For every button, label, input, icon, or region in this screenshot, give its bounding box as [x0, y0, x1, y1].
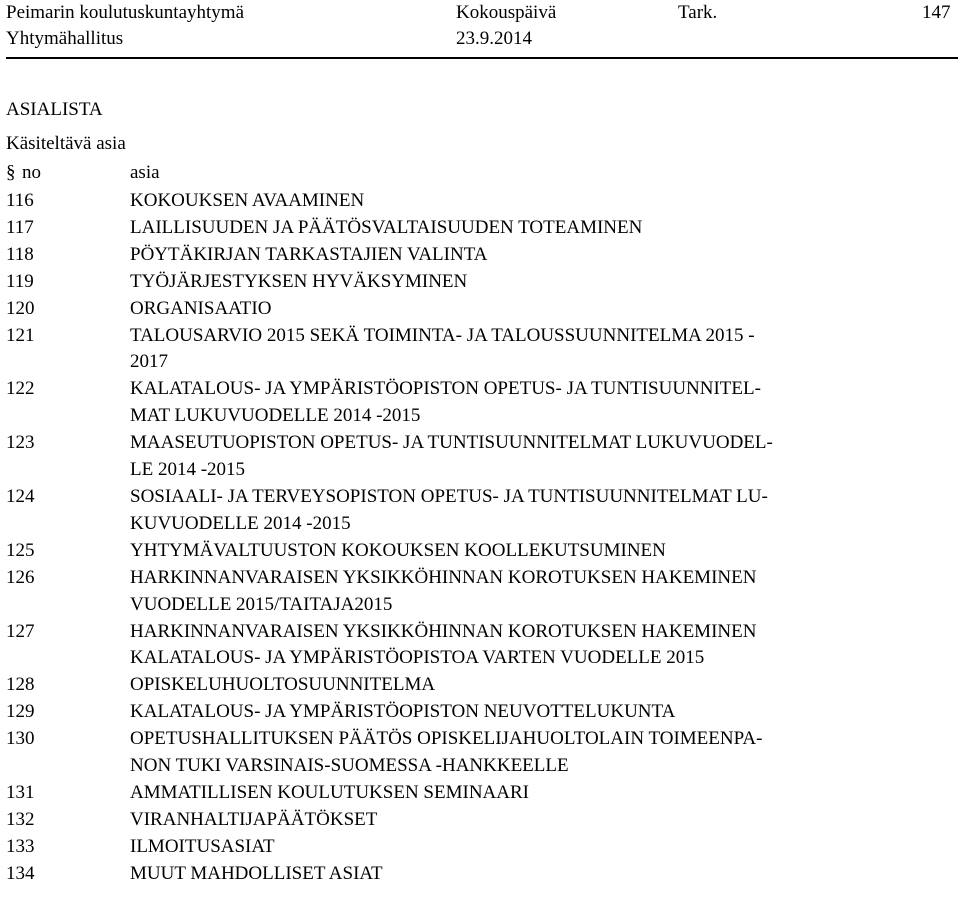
agenda-item-number: 126	[6, 566, 35, 588]
agenda-item	[6, 834, 946, 861]
header-row-1	[6, 0, 956, 26]
agenda-item	[6, 565, 946, 619]
agenda-item-text	[130, 484, 946, 538]
agenda-item-line: KALATALOUS- JA YMPÄRISTÖOPISTOA VARTEN VUODELLE 2015	[130, 647, 705, 669]
agenda-item	[6, 807, 946, 834]
board-name: Yhtymähallitus	[6, 28, 124, 49]
agenda-item-line: NON TUKI VARSINAIS-SUOMESSA -HANKKEELLE	[130, 755, 569, 777]
organization-name: Peimarin koulutuskuntayhtymä	[6, 2, 245, 23]
agenda-item	[6, 619, 946, 673]
agenda-item	[6, 780, 946, 807]
agenda-item-text	[130, 188, 946, 215]
agenda-item-text	[130, 376, 946, 430]
agenda-item-text	[130, 215, 946, 242]
agenda-item-number: 116	[6, 190, 34, 211]
agenda-item-line: VIRANHALTIJAPÄÄTÖKSET	[130, 808, 378, 830]
column-header-no: no	[22, 162, 41, 183]
document-header	[6, 0, 956, 52]
agenda-item-line: ILMOITUSASIAT	[130, 835, 275, 857]
agenda-item-line: LAILLISUUDEN JA PÄÄTÖSVALTAISUUDEN TOTEAMINEN	[130, 216, 643, 238]
agenda-item-text	[130, 807, 946, 834]
agenda-item-number: 122	[6, 378, 35, 400]
agenda-item-line: AMMATILLISEN KOULUTUKSEN SEMINAARI	[130, 781, 529, 803]
meeting-date-label: Kokouspäivä	[456, 2, 557, 23]
agenda-item-line: TYÖJÄRJESTYKSEN HYVÄKSYMINEN	[130, 270, 468, 292]
agenda-item-line: VUODELLE 2015/TAITAJA2015	[130, 593, 393, 615]
agenda-item-line: LE 2014 -2015	[130, 459, 246, 481]
column-header	[6, 160, 946, 186]
agenda-item-number: 120	[6, 297, 35, 319]
section-subtitle: Käsiteltävä asia	[6, 133, 126, 154]
agenda-item-line: SOSIAALI- JA TERVEYSOPISTON OPETUS- JA TUNTISUUNNITELMAT LU-	[130, 485, 768, 507]
agenda-item-line: MAT LUKUVUODELLE 2014 -2015	[130, 405, 421, 427]
agenda-item-number: 133	[6, 835, 35, 857]
agenda-item-text	[130, 242, 946, 269]
agenda-item-text	[130, 269, 946, 296]
agenda-item	[6, 296, 946, 323]
agenda-item-text	[130, 834, 946, 861]
agenda-item-number: 125	[6, 539, 35, 561]
agenda-item-number: 124	[6, 485, 35, 507]
agenda-item	[6, 188, 946, 215]
agenda-item-text	[130, 565, 946, 619]
agenda-item-line: PÖYTÄKIRJAN TARKASTAJIEN VALINTA	[130, 243, 488, 265]
agenda-item	[6, 269, 946, 296]
agenda-item-text	[130, 861, 946, 888]
agenda-item-line: MAASEUTUOPISTON OPETUS- JA TUNTISUUNNITELMAT LUKUVUODEL-	[130, 432, 773, 454]
agenda-item-line: YHTYMÄVALTUUSTON KOKOUKSEN KOOLLEKUTSUMINEN	[130, 539, 666, 561]
agenda-item-number: 127	[6, 620, 35, 642]
agenda-item	[6, 430, 946, 484]
page-label: Tark.	[678, 2, 718, 23]
agenda-item-number: 123	[6, 432, 35, 454]
agenda-item	[6, 699, 946, 726]
agenda-item-text	[130, 780, 946, 807]
header-divider	[6, 57, 958, 59]
agenda-item-text	[130, 538, 946, 565]
agenda-item-line: HARKINNANVARAISEN YKSIKKÖHINNAN KOROTUKSEN HAKEMINEN	[130, 620, 757, 642]
agenda-item-text	[130, 296, 946, 323]
agenda-item	[6, 538, 946, 565]
page-title: ASIALISTA	[6, 99, 103, 120]
agenda-item-line: OPETUSHALLITUKSEN PÄÄTÖS OPISKELIJAHUOLTOLAIN TOIMEENPA-	[130, 728, 763, 750]
agenda-item-text	[130, 672, 946, 699]
agenda-item-line: KOKOUKSEN AVAAMINEN	[130, 190, 365, 211]
agenda-item-number: 121	[6, 324, 35, 346]
agenda-item-line: MUUT MAHDOLLISET ASIAT	[130, 862, 383, 884]
agenda-item-number: 129	[6, 701, 35, 723]
section-sign-icon: §	[6, 162, 16, 183]
agenda-item-number: 130	[6, 728, 35, 750]
agenda-item-line: 2017	[130, 351, 168, 373]
agenda-list	[6, 188, 946, 888]
agenda-item-number: 132	[6, 808, 35, 830]
agenda-item-line: KALATALOUS- JA YMPÄRISTÖOPISTON NEUVOTTELUKUNTA	[130, 701, 676, 723]
agenda-item-number: 134	[6, 862, 35, 884]
agenda-item-number: 118	[6, 243, 34, 265]
agenda-item-text	[130, 430, 946, 484]
agenda-item	[6, 672, 946, 699]
agenda-item-number: 117	[6, 216, 34, 238]
agenda-item-line: TALOUSARVIO 2015 SEKÄ TOIMINTA- JA TALOUSSUUNNITELMA 2015 -	[130, 324, 755, 346]
agenda-item	[6, 376, 946, 430]
page-number: 147	[922, 2, 951, 23]
column-header-topic: asia	[130, 162, 160, 183]
agenda-item-text	[130, 323, 946, 377]
agenda-item-text	[130, 699, 946, 726]
agenda-item-line: KUVUODELLE 2014 -2015	[130, 512, 351, 534]
agenda-item-line: OPISKELUHUOLTOSUUNNITELMA	[130, 674, 436, 696]
agenda-item-number: 131	[6, 781, 35, 803]
agenda-item	[6, 861, 946, 888]
agenda-item	[6, 726, 946, 780]
header-row-2	[6, 26, 956, 52]
meeting-date: 23.9.2014	[456, 28, 532, 49]
agenda-item	[6, 323, 946, 377]
agenda-item-text	[130, 619, 946, 673]
agenda-item	[6, 242, 946, 269]
agenda-item	[6, 484, 946, 538]
agenda-item-line: KALATALOUS- JA YMPÄRISTÖOPISTON OPETUS- JA TUNTISUUNNITEL-	[130, 378, 761, 400]
agenda-item-number: 128	[6, 674, 35, 696]
agenda-item-text	[130, 726, 946, 780]
agenda-item	[6, 215, 946, 242]
agenda-item-number: 119	[6, 270, 34, 292]
agenda-item-line: ORGANISAATIO	[130, 297, 272, 319]
agenda-item-line: HARKINNANVARAISEN YKSIKKÖHINNAN KOROTUKSEN HAKEMINEN	[130, 566, 757, 588]
